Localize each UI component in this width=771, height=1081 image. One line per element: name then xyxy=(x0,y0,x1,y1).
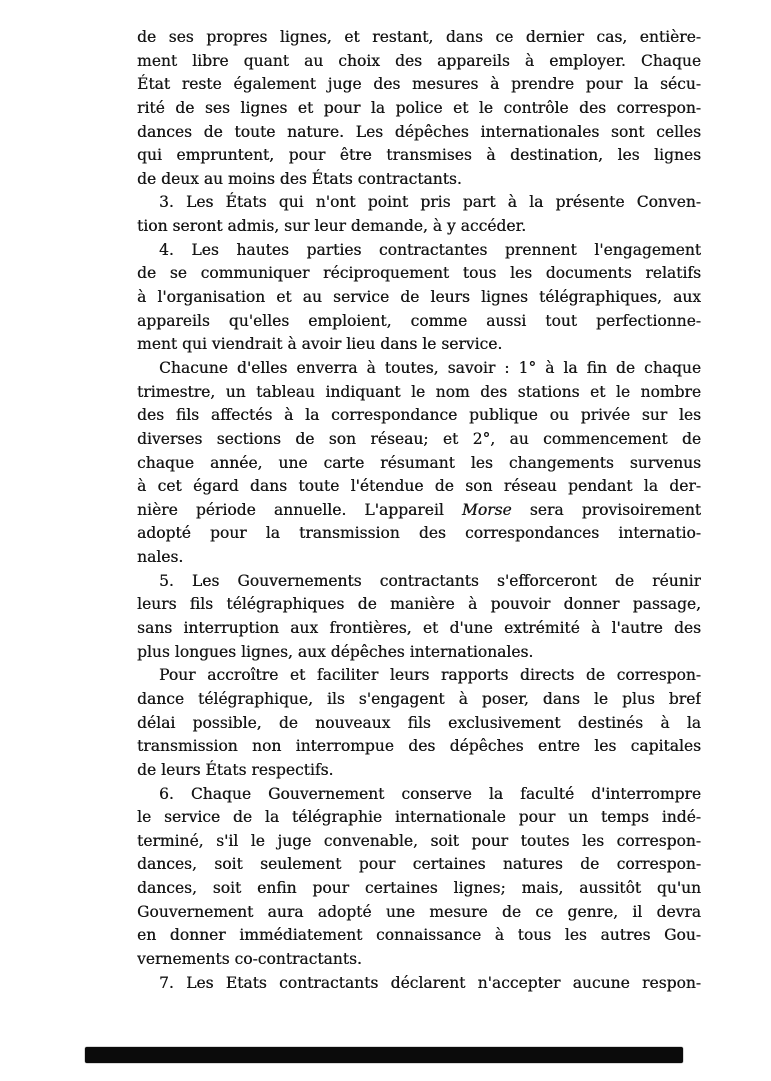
text-segment: trimestre, un tableau indiquant le nom des stations et le nombre xyxy=(137,382,701,401)
text-line xyxy=(137,759,701,783)
text-line xyxy=(137,452,701,476)
text-line xyxy=(137,475,701,499)
text-line xyxy=(137,333,701,357)
text-line xyxy=(137,972,701,996)
paragraph-article-7 xyxy=(137,972,701,996)
text-segment: dance télégraphique, ils s'engagent à poser, dans le plus bref xyxy=(137,689,701,708)
text-segment: sera provisoirement xyxy=(511,500,701,519)
text-segment: adopté pour la transmission des correspondances internatio- xyxy=(137,524,701,543)
text-segment: diverses sections de son réseau; et 2°, au commencement de xyxy=(137,429,701,448)
text-line xyxy=(137,712,701,736)
text-segment: rité de ses lignes et pour la police et le contrôle des correspon- xyxy=(137,98,701,117)
text-segment: 5. Les Gouvernements contractants s'efforceront de réunir xyxy=(159,571,701,590)
paragraph-article-6 xyxy=(137,783,701,972)
text-segment: Chacune d'elles enverra à toutes, savoir : 1° à la fin de chaque xyxy=(159,358,701,377)
text-line xyxy=(137,144,701,168)
text-line xyxy=(137,121,701,145)
text-line xyxy=(137,97,701,121)
paragraph-article-2-continuation xyxy=(137,26,701,191)
text-segment: dances, soit seulement pour certaines natures de correspon- xyxy=(137,855,701,874)
text-line xyxy=(137,546,701,570)
text-segment: de ses propres lignes, et restant, dans ce dernier cas, entière- xyxy=(137,28,701,46)
text-segment: appareils qu'elles emploient, comme aussi tout perfectionne- xyxy=(137,311,701,330)
text-line xyxy=(137,617,701,641)
text-segment: des fils affectés à la correspondance publique ou privée sur les xyxy=(137,406,701,425)
paragraph-article-5-continued xyxy=(137,664,701,782)
text-line xyxy=(137,310,701,334)
text-segment: chaque année, une carte résumant les changements survenus xyxy=(137,453,701,472)
italic-text: Morse xyxy=(461,500,512,519)
text-segment: dances de toute nature. Les dépêches internationales sont celles xyxy=(137,122,701,141)
text-line xyxy=(137,239,701,263)
text-line xyxy=(137,26,701,50)
paragraph-article-4-continued xyxy=(137,357,701,570)
text-segment: plus longues lignes, aux dépêches internationales. xyxy=(137,642,534,661)
text-line xyxy=(137,901,701,925)
text-segment: État reste également juge des mesures à prendre pour la sécu- xyxy=(137,75,701,94)
text-line xyxy=(137,499,701,523)
text-segment: Pour accroître et faciliter leurs rapports directs de correspon- xyxy=(159,666,701,685)
paragraph-article-5 xyxy=(137,570,701,665)
text-segment: nière période annuelle. L'appareil xyxy=(137,500,462,519)
text-segment: nales. xyxy=(137,548,184,567)
text-line xyxy=(137,428,701,452)
text-segment: de leurs États respectifs. xyxy=(137,760,334,779)
text-line xyxy=(137,924,701,948)
text-segment: 6. Chaque Gouvernement conserve la faculté d'interrompre xyxy=(159,784,701,803)
text-line xyxy=(137,593,701,617)
paragraph-article-3 xyxy=(137,191,701,238)
text-line xyxy=(137,381,701,405)
text-segment: ment qui viendrait à avoir lieu dans le service. xyxy=(137,335,503,354)
text-segment: qui empruntent, pour être transmises à destination, les lignes xyxy=(137,146,701,165)
text-line xyxy=(137,806,701,830)
text-segment: en donner immédiatement connaissance à tous les autres Gou- xyxy=(137,926,701,945)
text-line xyxy=(137,73,701,97)
text-line xyxy=(137,522,701,546)
text-line xyxy=(137,877,701,901)
text-line xyxy=(137,286,701,310)
text-segment: à cet égard dans toute l'étendue de son réseau pendant la der- xyxy=(137,477,701,496)
text-line xyxy=(137,783,701,807)
text-segment: tion seront admis, sur leur demande, à y accéder. xyxy=(137,217,527,236)
page-text xyxy=(137,26,701,995)
text-segment: 7. Les Etats contractants déclarent n'accepter aucune respon- xyxy=(159,973,701,992)
text-line xyxy=(137,50,701,74)
text-line xyxy=(137,191,701,215)
text-segment: dances, soit enfin pour certaines lignes; mais, aussitôt qu'un xyxy=(137,879,701,898)
text-segment: délai possible, de nouveaux fils exclusivement destinés à la xyxy=(137,713,701,732)
scan-artifact-bar xyxy=(85,1047,683,1063)
text-line xyxy=(137,688,701,712)
text-line xyxy=(137,570,701,594)
text-segment: de se communiquer réciproquement tous les documents relatifs xyxy=(137,264,701,283)
text-segment: leurs fils télégraphiques de manière à pouvoir donner passage, xyxy=(137,595,701,614)
paragraph-article-4 xyxy=(137,239,701,357)
text-line xyxy=(137,641,701,665)
text-line xyxy=(137,357,701,381)
text-segment: à l'organisation et au service de leurs lignes télégraphiques, aux xyxy=(137,288,701,307)
text-segment: le service de la télégraphie internationale pour un temps indé- xyxy=(137,808,701,827)
text-line xyxy=(137,830,701,854)
text-segment: 4. Les hautes parties contractantes prennent l'engagement xyxy=(159,240,701,259)
text-line xyxy=(137,168,701,192)
text-segment: de deux au moins des États contractants. xyxy=(137,169,462,188)
text-line xyxy=(137,664,701,688)
text-segment: sans interruption aux frontières, et d'une extrémité à l'autre des xyxy=(137,619,701,638)
text-line xyxy=(137,404,701,428)
text-line xyxy=(137,735,701,759)
text-segment: vernements co-contractants. xyxy=(137,949,362,968)
text-line xyxy=(137,262,701,286)
text-segment: transmission non interrompue des dépêches entre les capitales xyxy=(137,737,701,756)
text-segment: ment libre quant au choix des appareils à employer. Chaque xyxy=(137,51,701,70)
text-segment: Gouvernement aura adopté une mesure de ce genre, il devra xyxy=(137,902,701,921)
text-segment: terminé, s'il le juge convenable, soit pour toutes les correspon- xyxy=(137,831,701,850)
text-line xyxy=(137,948,701,972)
text-segment: 3. Les États qui n'ont point pris part à la présente Conven- xyxy=(159,193,701,212)
text-line xyxy=(137,215,701,239)
text-line xyxy=(137,853,701,877)
